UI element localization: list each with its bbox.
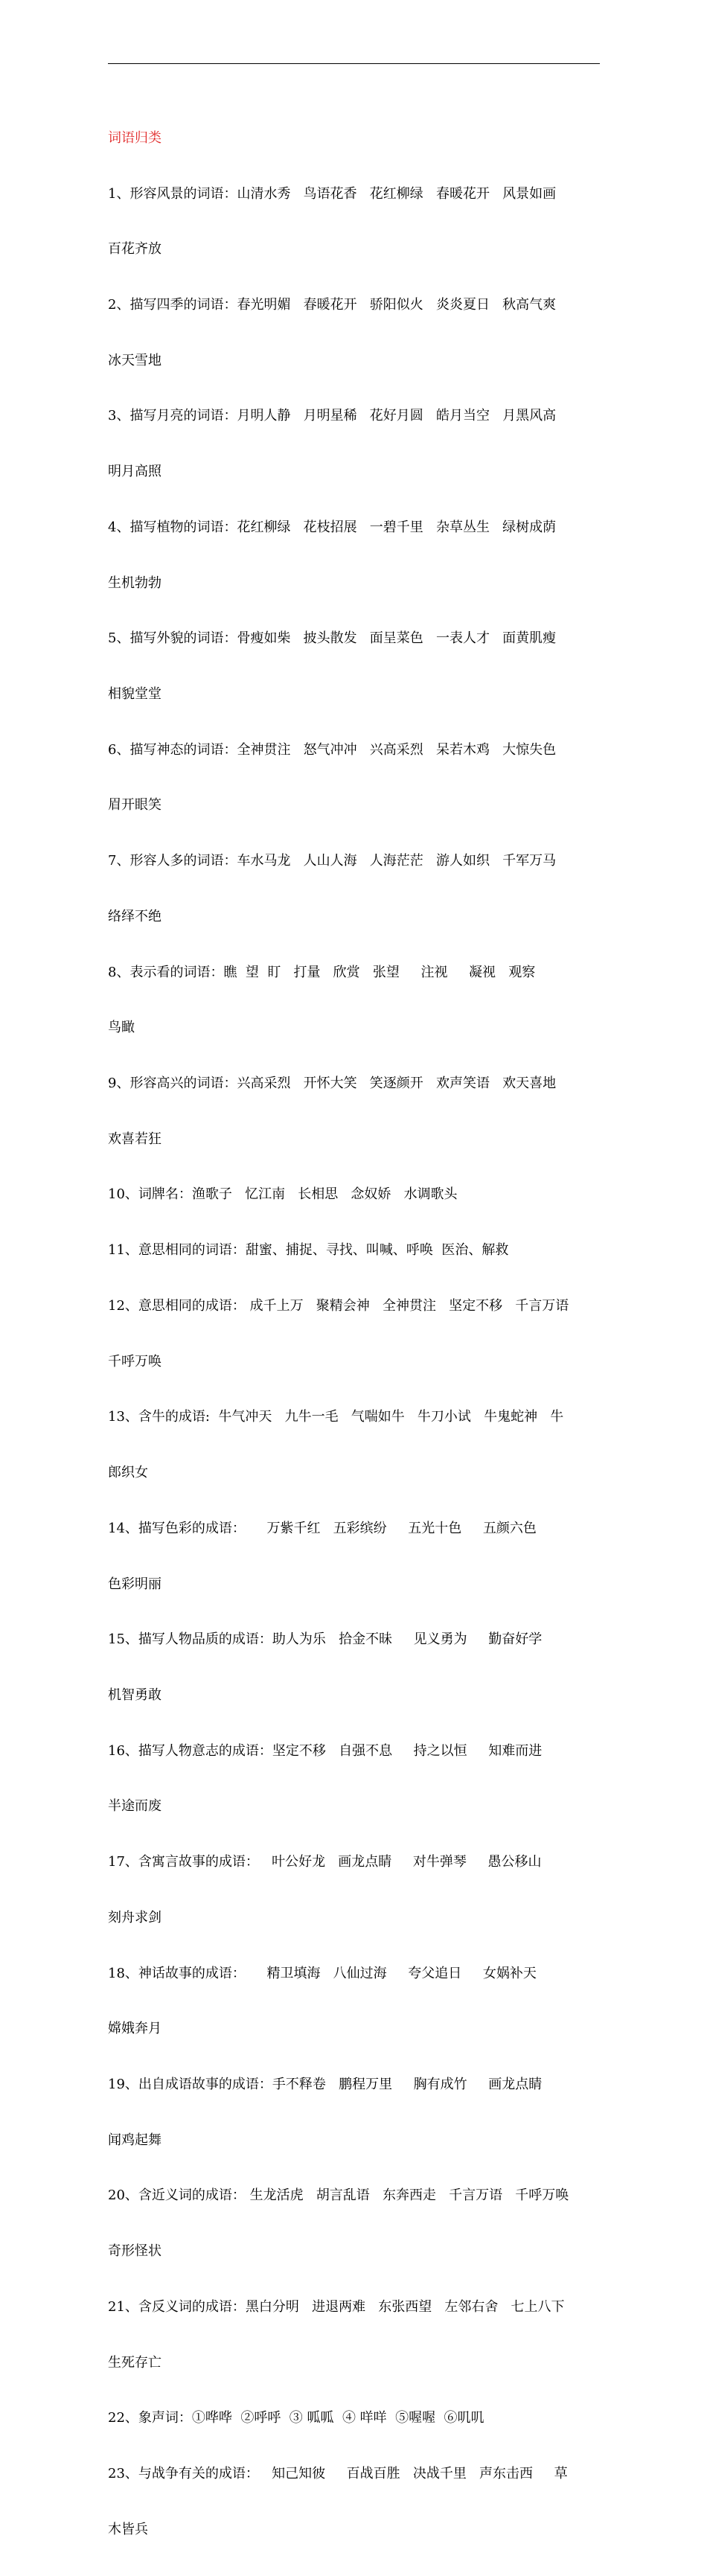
text-line: 9、形容高兴的词语：兴高采烈 开怀大笑 笑逐颜开 欢声笑语 欢天喜地 <box>108 1076 557 1092</box>
text-line: 百花齐放 <box>108 241 161 258</box>
text-line: 12、意思相同的成语： 成千上万 聚精会神 全神贯注 坚定不移 千言万语 <box>108 1297 569 1314</box>
text-line: 5、描写外貌的词语：骨瘦如柴 披头散发 面呈菜色 一表人才 面黄肌瘦 <box>108 630 557 647</box>
text-line: 23、与战争有关的成语： 知己知彼 百战百胜 决战千里 声东击西 草 <box>108 2466 568 2481</box>
text-line: 3、描写月亮的词语：月明人静 月明星稀 花好月圆 皓月当空 月黑风高 <box>108 408 557 424</box>
document-body <box>108 92 601 2576</box>
text-line: 欢喜若狂 <box>108 1131 161 1147</box>
text-line: 明月高照 <box>108 464 161 480</box>
text-line: 19、出自成语故事的成语：手不释卷 鹏程万里 胸有成竹 画龙点睛 <box>108 2076 543 2092</box>
text-line: 20、含近义词的成语： 生龙活虎 胡言乱语 东奔西走 千言万语 千呼万唤 <box>108 2187 569 2204</box>
text-line: 15、描写人物品质的成语：助人为乐 拾金不昧 见义勇为 勤奋好学 <box>108 1631 543 1648</box>
text-line: 6、描写神态的词语：全神贯注 怒气冲冲 兴高采烈 呆若木鸡 大惊失色 <box>108 741 557 758</box>
text-line: 14、描写色彩的成语： 万紫千红 五彩缤纷 五光十色 五颜六色 <box>108 1520 537 1536</box>
text-line: 17、含寓言故事的成语： 叶公好龙 画龙点睛 对牛弹琴 愚公移山 <box>108 1854 542 1870</box>
text-line: 21、含反义词的成语：黑白分明 进退两难 东张西望 左邻右舍 七上八下 <box>108 2298 565 2315</box>
text-line: 木皆兵 <box>108 2521 148 2537</box>
text-line: 10、词牌名：渔歌子 忆江南 长相思 念奴娇 水调歌头 <box>108 1186 458 1203</box>
text-line: 郎织女 <box>108 1465 148 1481</box>
text-line: 13、含牛的成语: 牛气冲天 九牛一毛 气喘如牛 牛刀小试 牛鬼蛇神 牛 <box>108 1409 564 1425</box>
text-line: 嫦娥奔月 <box>108 2021 161 2037</box>
text-line: 生机勃勃 <box>108 575 161 591</box>
document-title: 词语归类 <box>108 130 161 146</box>
text-line: 相貌堂堂 <box>108 686 161 702</box>
header-rule <box>108 63 600 64</box>
text-line: 眉开眼笑 <box>108 797 161 814</box>
text-line: 8、表示看的词语：瞧 望 盯 打量 欣赏 张望 注视 凝视 观察 <box>108 964 536 980</box>
text-line: 18、神话故事的成语： 精卫填海 八仙过海 夸父追日 女娲补天 <box>108 1965 537 1981</box>
text-line: 色彩明丽 <box>108 1576 161 1592</box>
text-line: 奇形怪状 <box>108 2243 161 2260</box>
text-line: 闻鸡起舞 <box>108 2132 161 2148</box>
text-line: 千呼万唤 <box>108 1353 161 1370</box>
text-line: 半途而废 <box>108 1798 161 1815</box>
text-line: 2、描写四季的词语：春光明媚 春暖花开 骄阳似火 炎炎夏日 秋高气爽 <box>108 296 557 313</box>
text-line: 刻舟求剑 <box>108 1909 161 1925</box>
text-line: 机智勇敢 <box>108 1687 161 1703</box>
text-line: 11、意思相同的词语：甜蜜、捕捉、寻找、叫喊、呼唤 医治、解救 <box>108 1242 509 1259</box>
text-line: 16、描写人物意志的成语：坚定不移 自强不息 持之以恒 知难而进 <box>108 1742 543 1759</box>
text-line: 络绎不绝 <box>108 908 161 924</box>
text-line: 冰天雪地 <box>108 352 161 368</box>
text-line: 7、形容人多的词语：车水马龙 人山人海 人海茫茫 游人如织 千军万马 <box>108 853 557 869</box>
text-line: 4、描写植物的词语：花红柳绿 花枝招展 一碧千里 杂草丛生 绿树成荫 <box>108 519 557 535</box>
text-line: 生死存亡 <box>108 2354 161 2371</box>
text-line: 22、象声词：①哗哗 ②呼呼 ③ 呱呱 ④ 咩咩 ⑤喔喔 ⑥叽叽 <box>108 2410 484 2426</box>
text-line: 鸟瞰 <box>108 1020 135 1036</box>
text-line: 1、形容风景的词语：山清水秀 鸟语花香 花红柳绿 春暖花开 风景如画 <box>108 185 557 202</box>
